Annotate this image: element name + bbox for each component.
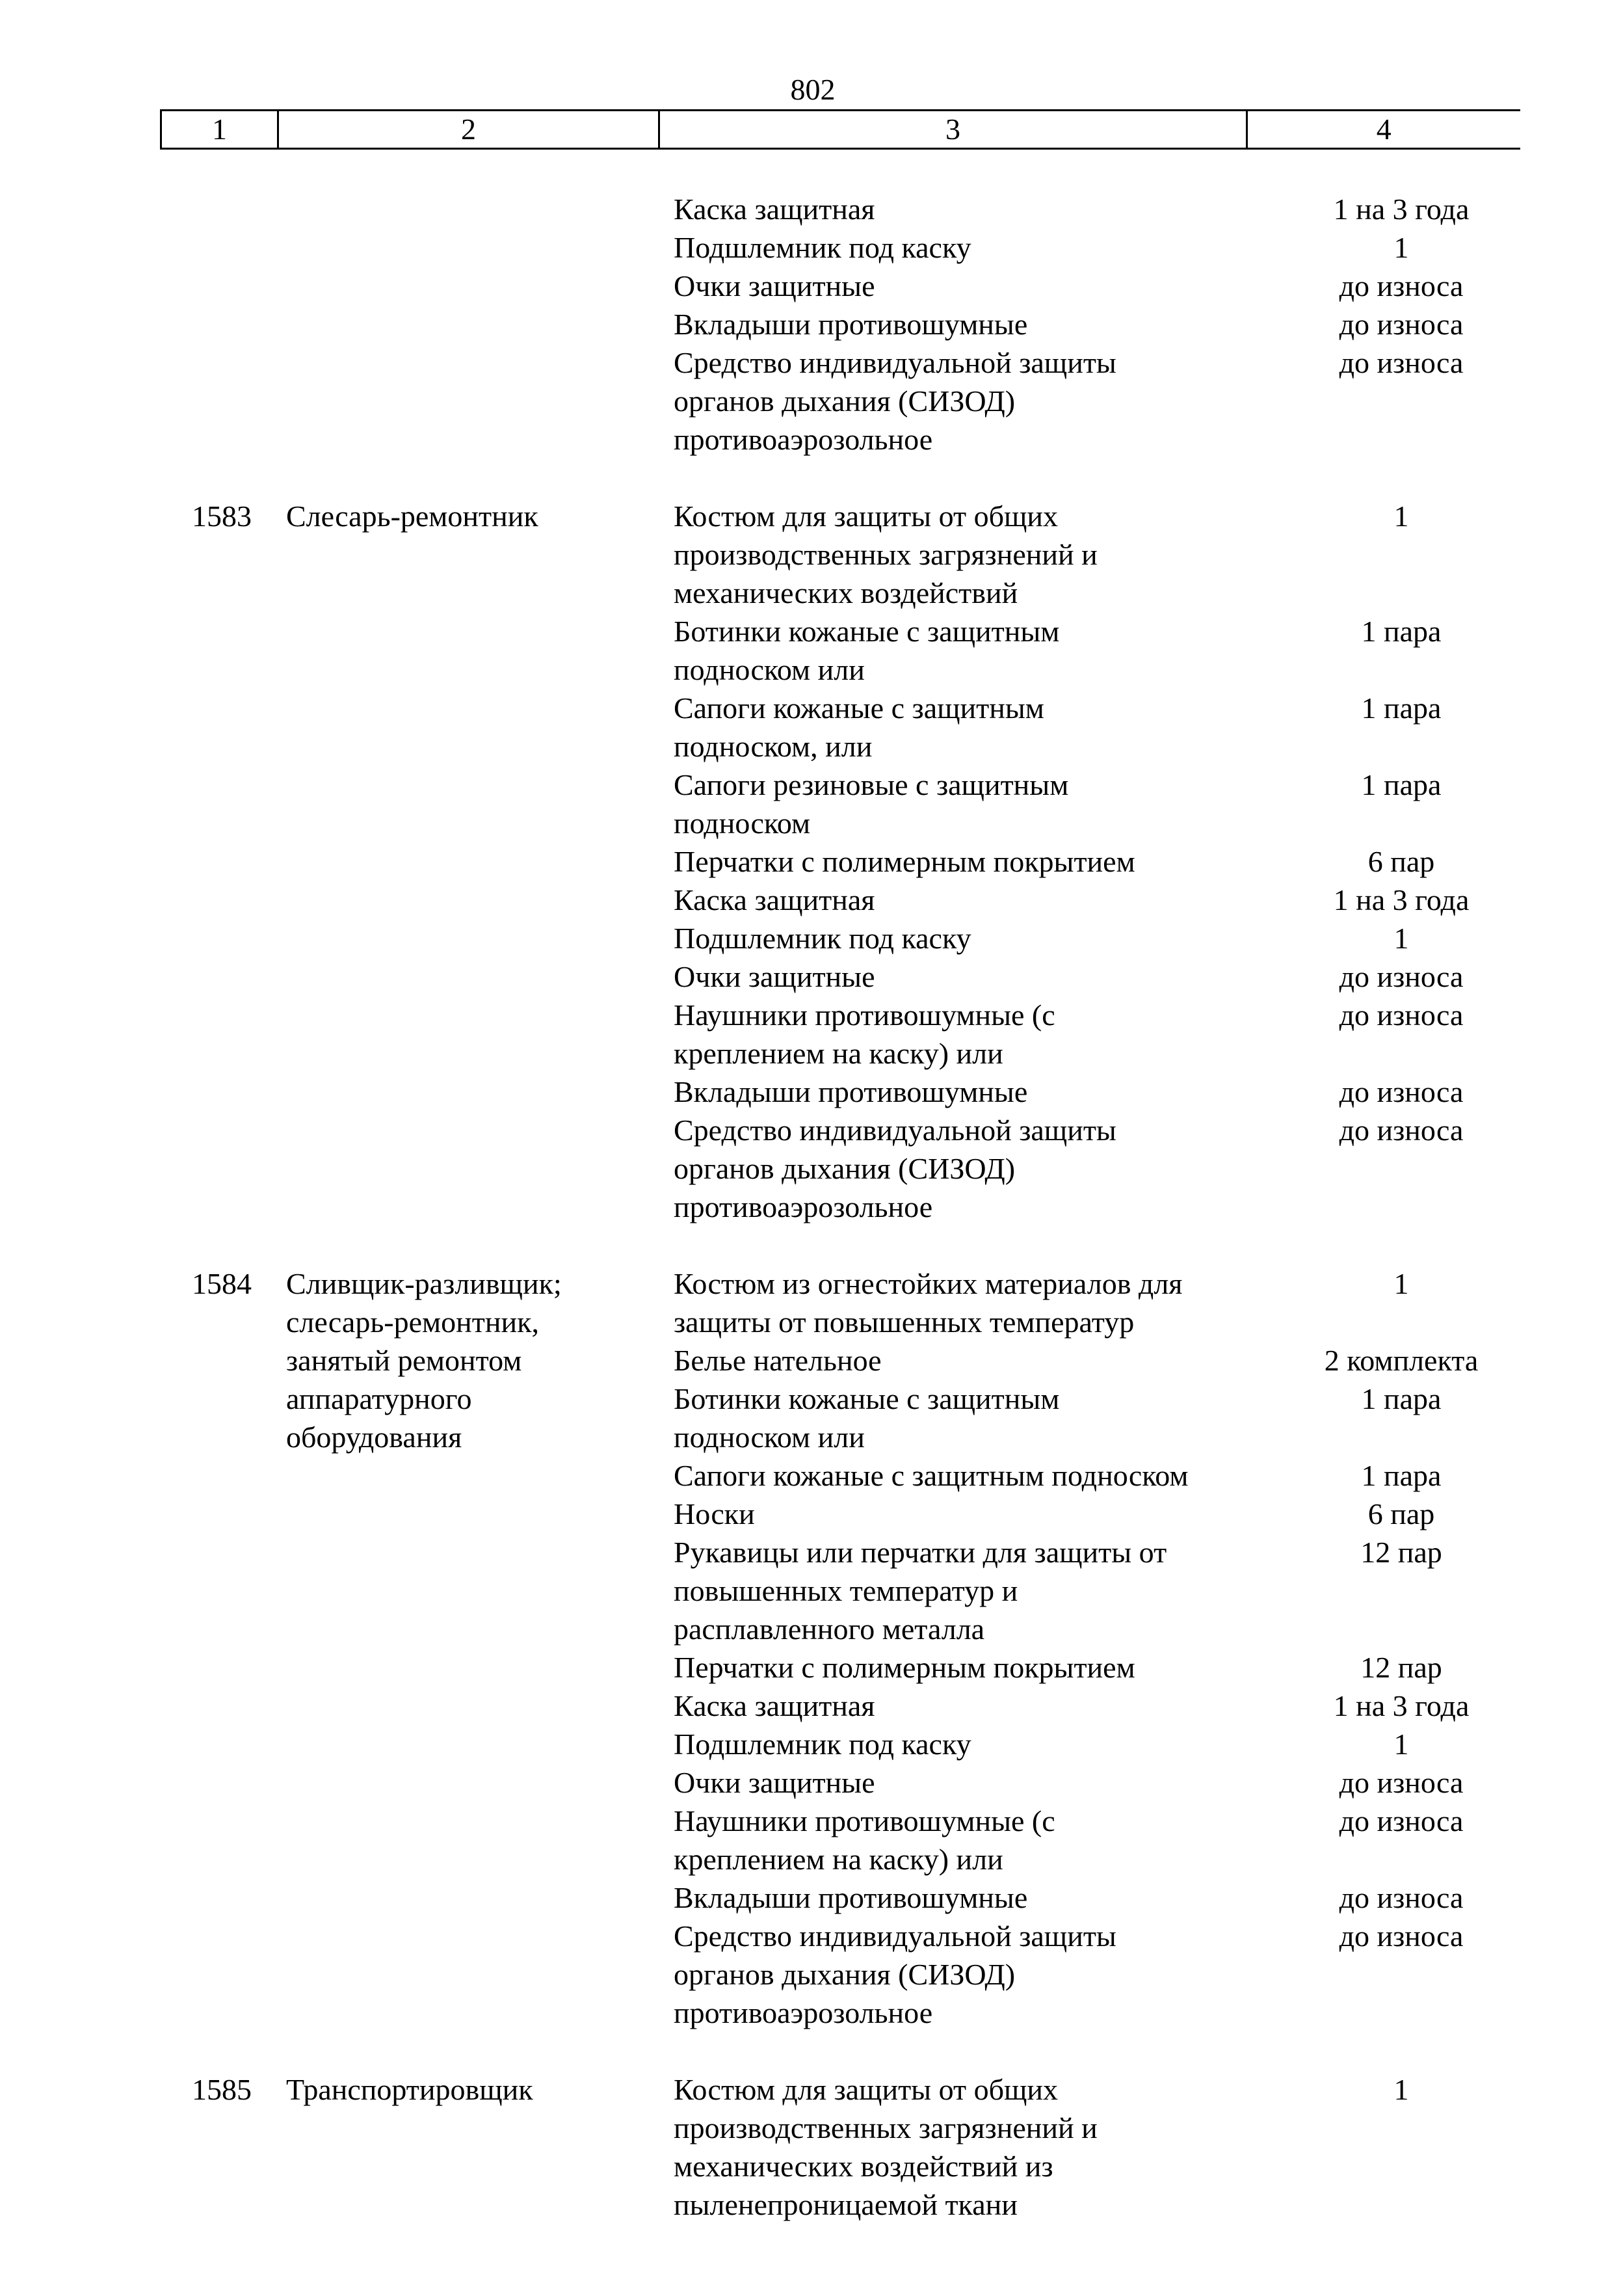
ppe-item-name [674,612,1285,689]
ppe-item-name-line: Каска защитная [674,883,875,916]
ppe-item-quantity: 1 пара [1361,691,1442,725]
profession-name-line: Сливщик-разливщик; [286,1267,562,1300]
ppe-item-name [674,689,1285,766]
ppe-item-quantity: до износа [1339,308,1464,341]
ppe-item-name-line: Подшлемник под каску [674,922,971,955]
ppe-item-name [674,881,1285,919]
ppe-item-name [674,1687,1285,1725]
ppe-item-name-line: механических воздействий [674,576,1018,609]
ppe-item-name [674,1763,1285,1802]
ppe-item-name-line: креплением на каску) или [674,1037,1003,1070]
ppe-item-quantity: 1 [1393,231,1409,264]
ppe-item-quantity: 1 [1393,922,1409,955]
ppe-item-name-line: подноском или [674,1421,865,1454]
ppe-item-name [674,497,1285,612]
column-header-row [160,109,1520,150]
profession-name-line: Слесарь-ремонтник [286,500,538,533]
ppe-item-name-line: органов дыхания (СИЗОД) [674,1958,1016,1991]
ppe-item-name [674,766,1285,842]
ppe-item-quantity: 6 пар [1367,1497,1435,1530]
ppe-item-quantity: до износа [1339,1114,1464,1147]
profession-name-line: аппаратурного [286,1382,472,1415]
ppe-item-quantity: 1 пара [1361,615,1442,648]
ppe-item-name [674,957,1285,996]
ppe-item-name-line: подноском, или [674,730,873,763]
ppe-item-name-line: Сапоги кожаные с защитным подноском [674,1459,1189,1492]
ppe-item-name [674,2070,1285,2224]
column-header-4: 4 [1247,111,1520,149]
ppe-item-name-line: противоаэрозольное [674,1996,933,2029]
ppe-item-name-line: Ботинки кожаные с защитным [674,615,1060,648]
ppe-item-quantity: 1 пара [1361,1382,1442,1415]
ppe-item-name-line: органов дыхания (СИЗОД) [674,384,1016,418]
ppe-item-quantity: 1 [1393,500,1409,533]
ppe-item-name-line: Ботинки кожаные с защитным [674,1382,1060,1415]
ppe-item-name [674,1648,1285,1687]
ppe-item-quantity: 1 [1393,1728,1409,1761]
ppe-item-name [674,1456,1285,1495]
ppe-item-name-line: защиты от повышенных температур [674,1305,1135,1339]
ppe-item-quantity: 12 пар [1360,1536,1442,1569]
ppe-item-quantity: до износа [1339,960,1464,993]
ppe-item-quantity: 1 на 3 года [1333,1689,1470,1722]
ppe-item-name-line: Костюм для защиты от общих [674,500,1059,533]
ppe-item-quantity: 6 пар [1367,845,1435,878]
ppe-item-name-line: Наушники противошумные (с [674,1804,1055,1837]
ppe-item-name-line: Подшлемник под каску [674,231,971,264]
ppe-item-name [674,228,1285,267]
ppe-item-quantity: 1 на 3 года [1333,883,1470,916]
ppe-item-quantity: 1 на 3 года [1333,193,1470,226]
ppe-item-name-line: Перчатки с полимерным покрытием [674,1651,1135,1684]
ppe-item-name-line: Подшлемник под каску [674,1728,971,1761]
ppe-item-name-line: Каска защитная [674,193,875,226]
ppe-item-name-line: Сапоги кожаные с защитным [674,691,1044,725]
ppe-item-quantity: до износа [1339,998,1464,1032]
ppe-item-quantity: до износа [1339,269,1464,302]
ppe-item-name [674,1495,1285,1533]
ppe-item-name-line: расплавленного металла [674,1612,985,1646]
ppe-item-name-line: подноском или [674,653,865,686]
ppe-item-name-line: Очки защитные [674,960,875,993]
ppe-item-quantity: до износа [1339,1804,1464,1837]
ppe-item-name-line: противоаэрозольное [674,423,933,456]
ppe-item-name-line: Средство индивидуальной защиты [674,1114,1116,1147]
ppe-item-name-line: пыленепроницаемой ткани [674,2188,1018,2221]
ppe-item-name-line: Каска защитная [674,1689,875,1722]
ppe-item-name [674,1725,1285,1763]
ppe-item-name-line: Очки защитные [674,269,875,302]
profession-name [286,2070,650,2109]
ppe-item-name-line: Наушники противошумные (с [674,998,1055,1032]
profession-number: 1583 [192,500,252,533]
ppe-item-name-line: производственных загрязнений и [674,538,1098,571]
ppe-item-name [674,305,1285,343]
ppe-item-name [674,1341,1285,1380]
ppe-item-quantity: 1 [1393,2073,1409,2106]
ppe-item-name-line: Очки защитные [674,1766,875,1799]
ppe-item-name-line: органов дыхания (СИЗОД) [674,1152,1016,1185]
ppe-item-quantity: до износа [1339,1919,1464,1953]
profession-name [286,1264,650,1456]
ppe-item-name [674,1533,1285,1648]
column-header-3: 3 [659,111,1247,149]
ppe-item-name [674,1802,1285,1878]
page-number: 802 [790,73,836,106]
ppe-item-name-line: повышенных температур и [674,1574,1018,1607]
ppe-item-name-line: Рукавицы или перчатки для защиты от [674,1536,1167,1569]
ppe-item-name-line: Вкладыши противошумные [674,1881,1028,1914]
ppe-item-name [674,842,1285,881]
ppe-item-name [674,1878,1285,1917]
ppe-item-name-line: Вкладыши противошумные [674,308,1028,341]
ppe-item-name [674,1917,1285,2032]
ppe-item-name [674,996,1285,1073]
ppe-item-quantity: 12 пар [1360,1651,1442,1684]
profession-name-line: оборудования [286,1421,462,1454]
ppe-item-name [674,343,1285,459]
ppe-item-quantity: до износа [1339,346,1464,379]
ppe-item-quantity: до износа [1339,1766,1464,1799]
ppe-item-name-line: Костюм для защиты от общих [674,2073,1059,2106]
ppe-item-quantity: 1 пара [1361,1459,1442,1492]
ppe-item-name [674,1073,1285,1111]
ppe-item-name-line: Белье нательное [674,1344,882,1377]
ppe-item-name [674,267,1285,305]
ppe-item-name-line: креплением на каску) или [674,1843,1003,1876]
ppe-item-name-line: Средство индивидуальной защиты [674,346,1116,379]
profession-name [286,497,650,535]
ppe-item-quantity: до износа [1339,1075,1464,1108]
profession-number: 1585 [192,2073,252,2106]
column-header-2: 2 [278,111,659,149]
ppe-item-name [674,919,1285,957]
profession-name-line: Транспортировщик [286,2073,533,2106]
ppe-item-name [674,1111,1285,1226]
profession-name-line: слесарь-ремонтник, [286,1305,539,1339]
ppe-item-name-line: механических воздействий из [674,2150,1053,2183]
ppe-item-name [674,1380,1285,1456]
ppe-item-name-line: Средство индивидуальной защиты [674,1919,1116,1953]
ppe-item-quantity: 1 [1393,1267,1409,1300]
ppe-item-name [674,1264,1285,1341]
profession-name-line: занятый ремонтом [286,1344,522,1377]
ppe-item-quantity: 2 комплекта [1324,1344,1479,1377]
ppe-item-name-line: противоаэрозольное [674,1190,933,1223]
ppe-item-name-line: производственных загрязнений и [674,2111,1098,2144]
ppe-item-quantity: 1 пара [1361,768,1442,801]
ppe-item-name-line: подноском [674,807,811,840]
ppe-item-name-line: Костюм из огнестойких материалов для [674,1267,1183,1300]
ppe-item-name [674,190,1285,228]
profession-number: 1584 [192,1267,252,1300]
ppe-item-name-line: Вкладыши противошумные [674,1075,1028,1108]
column-header-1: 1 [161,111,278,149]
ppe-item-name-line: Носки [674,1497,755,1530]
ppe-item-name-line: Перчатки с полимерным покрытием [674,845,1135,878]
ppe-item-name-line: Сапоги резиновые с защитным [674,768,1069,801]
ppe-item-quantity: до износа [1339,1881,1464,1914]
